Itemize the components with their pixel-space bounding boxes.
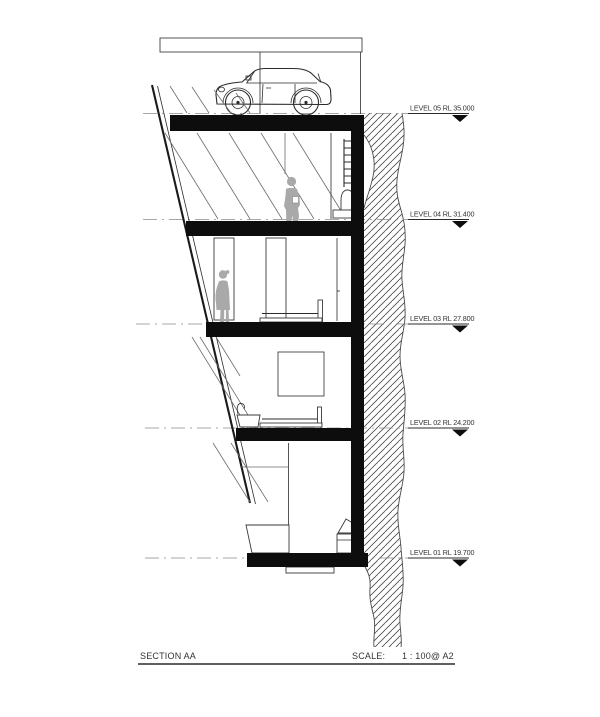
datum-level05 bbox=[408, 104, 474, 123]
slab-level02 bbox=[236, 428, 364, 441]
title-block bbox=[138, 651, 455, 664]
slab-level05 bbox=[170, 115, 364, 131]
footing-plinth bbox=[286, 567, 334, 573]
level-label: LEVEL 03 RL 27.800 bbox=[410, 314, 475, 323]
datum-level02 bbox=[408, 418, 474, 437]
car-icon bbox=[216, 69, 331, 116]
held-object bbox=[293, 197, 299, 204]
down-triangle-datum-icon bbox=[452, 560, 468, 567]
bathtub-icon bbox=[237, 403, 260, 427]
drawing-title: SECTION AA bbox=[140, 651, 197, 661]
slab-level04 bbox=[186, 221, 364, 236]
scale-label: SCALE: bbox=[352, 651, 386, 661]
desk-counter bbox=[246, 525, 289, 553]
slab-level01 bbox=[247, 553, 368, 567]
level03-room bbox=[214, 238, 340, 322]
car-headlight bbox=[219, 87, 225, 92]
car-rear-wheel bbox=[291, 88, 321, 115]
wardrobe-panel bbox=[266, 238, 286, 318]
scale-value: 1 : 100@ A2 bbox=[402, 651, 454, 661]
level-label: LEVEL 01 RL 19.700 bbox=[410, 548, 475, 557]
sloped-facade-wall bbox=[152, 85, 256, 504]
slab-level03 bbox=[206, 322, 364, 337]
bed-icon bbox=[260, 407, 322, 427]
level-label: LEVEL 04 RL 31.400 bbox=[410, 209, 475, 219]
down-triangle-datum-icon bbox=[452, 115, 468, 122]
down-triangle-datum-icon bbox=[452, 221, 468, 228]
wall-picture bbox=[278, 352, 324, 396]
east-retaining-wall bbox=[351, 115, 364, 567]
down-triangle-datum-icon bbox=[452, 326, 468, 333]
level02-room bbox=[237, 352, 324, 427]
level-markers bbox=[408, 104, 474, 567]
down-triangle-datum-icon bbox=[452, 430, 468, 437]
roof-canopy bbox=[160, 38, 362, 114]
level-label: LEVEL 05 RL 35.000 bbox=[410, 103, 475, 113]
standing-person-icon bbox=[284, 177, 300, 228]
earth-hatch bbox=[364, 113, 405, 647]
datum-level04 bbox=[408, 210, 474, 229]
level-label: LEVEL 02 RL 24.200 bbox=[410, 418, 475, 427]
datum-level01 bbox=[408, 548, 474, 567]
datum-level03 bbox=[408, 314, 474, 333]
structure-slabs bbox=[170, 115, 368, 567]
